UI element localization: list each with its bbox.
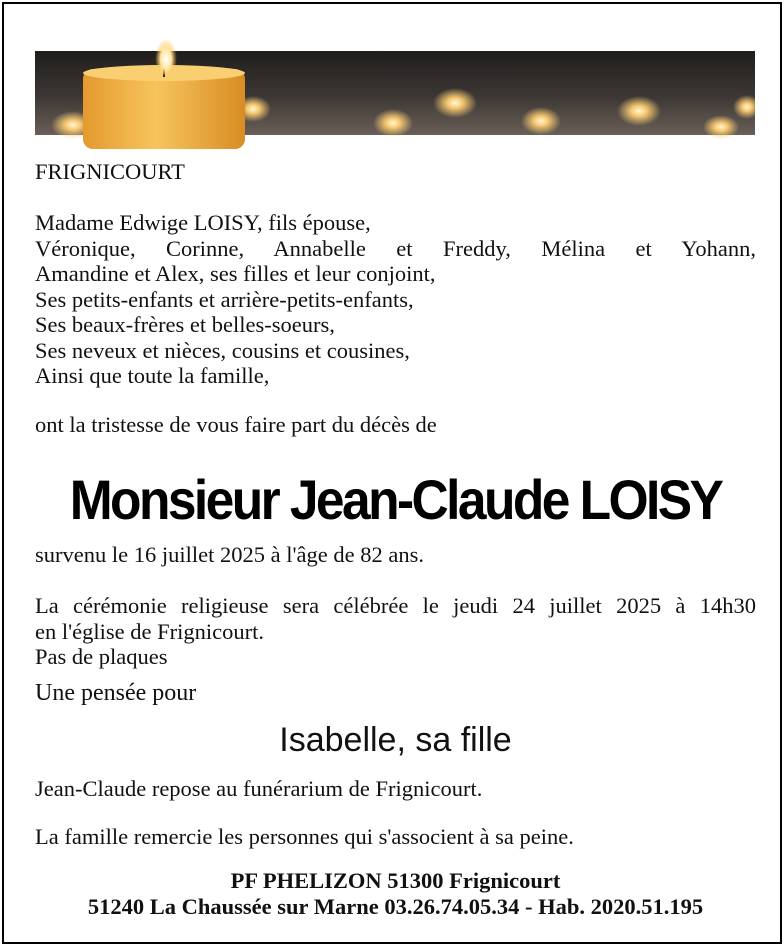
announcement-text: ont la tristesse de vous faire part du décès de bbox=[35, 412, 437, 437]
no-flowers-note: Pas de plaques bbox=[35, 644, 168, 669]
ceremony-details bbox=[35, 593, 756, 670]
thought-intro: Une pensée pour bbox=[35, 680, 197, 706]
thanks-text: La famille remercie les personnes qui s'associent à sa peine. bbox=[35, 824, 574, 849]
family-line: Ainsi que toute la famille, bbox=[35, 363, 270, 388]
ceremony-line: en l'église de Frignicourt. bbox=[35, 618, 264, 644]
funeral-home-contact: 51240 La Chaussée sur Marne 03.26.74.05.34 - Hab. 2020.51.195 bbox=[87, 894, 704, 919]
family-line: Véronique, Corinne, Annabelle et Freddy, Mélina et Yohann, bbox=[35, 235, 756, 261]
funeral-home-name: PF PHELIZON 51300 Frignicourt bbox=[230, 868, 561, 893]
family-list bbox=[35, 210, 756, 389]
ceremony-line: La cérémonie religieuse sera célébrée le jeudi 24 juillet 2025 à 14h30 bbox=[35, 593, 756, 618]
family-line: Ses petits-enfants et arrière-petits-enfants, bbox=[35, 286, 414, 312]
funeral-home-footer bbox=[35, 868, 756, 920]
town-name: FRIGNICOURT bbox=[35, 159, 185, 184]
death-info: survenu le 16 juillet 2025 à l'âge de 82 ans. bbox=[35, 542, 424, 567]
family-line: Ses beaux-frères et belles-soeurs, bbox=[35, 312, 335, 337]
obituary-notice bbox=[2, 2, 782, 944]
repose-location: Jean-Claude repose au funérarium de Frignicourt. bbox=[35, 776, 483, 801]
family-line: Madame Edwige LOISY, fils épouse, bbox=[35, 210, 371, 235]
thought-person: Isabelle, sa fille bbox=[279, 721, 512, 759]
deceased-name: Monsieur Jean-Claude LOISY bbox=[69, 468, 722, 531]
family-line: Ses neveux et nièces, cousins et cousines, bbox=[35, 337, 410, 363]
family-line: Amandine et Alex, ses filles et leur conjoint, bbox=[35, 261, 436, 286]
candles-banner-image bbox=[35, 37, 755, 149]
